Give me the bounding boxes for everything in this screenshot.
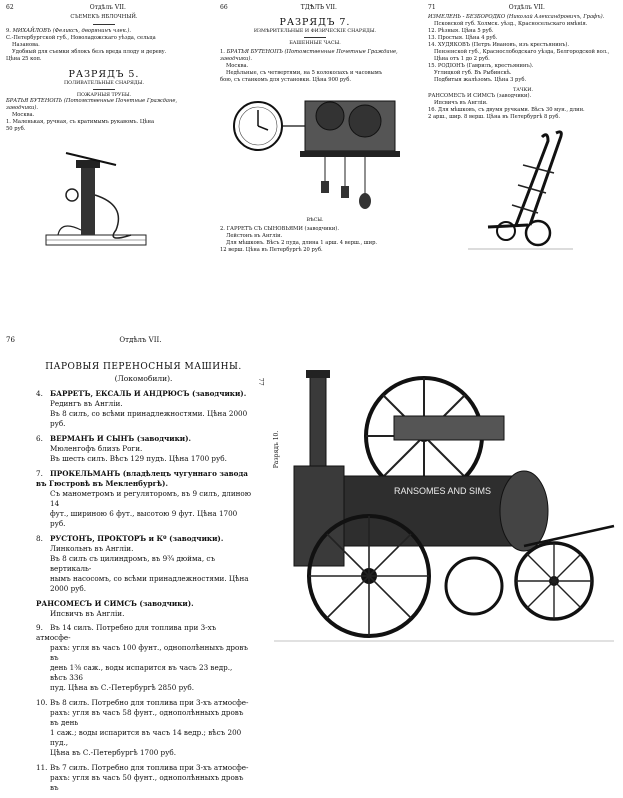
entry-line: пуд. Цѣна въ С.-Петербургѣ 2850 руб. [50, 683, 195, 692]
entry-line [36, 623, 251, 643]
item-line: Удобный для съемки яблокъ безъ вреда плоду и дереву. [12, 49, 167, 55]
item-number: 9. [36, 623, 43, 632]
entry-line: Мюленгофъ близъ Роги. [50, 444, 143, 453]
item-line: Углицкой губ. Въ Рыбинскѣ. [434, 70, 512, 76]
item-line: Подбитыя жалѣзомъ. Цѣна 3 руб. [434, 77, 527, 83]
entry-heading [36, 389, 251, 399]
exhibitor-name: БРАТЬЯ БУТЕНОПЪ (Потомственные Почетные Граждане, заводчики). [6, 98, 178, 111]
running-head: ТДѢЛЪ VII. [300, 4, 337, 11]
page-76 [6, 336, 617, 792]
item-line: Псковской губ. Холмск. уѣзд., Красносельскаго имѣнія. [434, 21, 588, 27]
item-number: 7. [36, 469, 43, 478]
entry-line: нымъ насосомъ, со всѣми принадлежностями. Цѣна 2000 руб. [50, 574, 249, 593]
entry-line: Съ манометромъ и регуляторомъ, въ 9 силъ, длиною 14 [50, 489, 251, 508]
item-number: 2. [220, 226, 225, 232]
entry-line: Цѣна въ С.-Петербургѣ 1700 руб. [50, 748, 176, 757]
entry-text: Въ 14 силъ. Потребно для топлива при 3-хъ атмосфе- [36, 623, 217, 642]
entry-line: день 1⅜ саж., воды испарится въ часъ 23 ведр., вѣсъ 336 [50, 663, 233, 682]
item-number: 6. [36, 434, 43, 443]
catalog-entry [36, 534, 251, 594]
item-line: Назанова. [12, 42, 40, 48]
item-line: 12. Рѣзныя. Цѣна 5 руб. [428, 28, 494, 34]
item-line: Цѣна отъ 1 до 2 руб. [434, 56, 490, 62]
hand-truck-illustration [468, 125, 578, 255]
item-number: 11. [36, 763, 48, 772]
sub-entries-list [36, 623, 251, 793]
exhibitor-name: РАНСОМЕСЪ И СИМСЪ (заводчики). [36, 599, 194, 608]
section-heading: СЪЕМЕКЪ ЯБЛОЧНЫЙ. [70, 14, 138, 20]
entry-line: Въ шесть силъ. Вѣсъ 129 пудъ. Цѣна 1700 руб. [50, 454, 227, 463]
exhibitor-name: РАНСОМЕСЪ И СИМСЪ (заводчики). [428, 93, 532, 99]
entry-line: фут., шириною 6 фут., высотою 9 фут. Цѣна 1700 руб. [50, 509, 238, 528]
engine-nameplate: RANSOMES AND SIMS [394, 486, 492, 496]
entry-line [36, 698, 251, 708]
item-line: Для мѣшковъ, съ двумя ручками. Вѣсъ 30 мун., длин. [437, 107, 585, 113]
item-number: 1. [220, 49, 225, 55]
razryad-heading: РАЗРЯДЪ 5. [68, 69, 140, 80]
item-line: 12 верш. Цѣна въ Петербургѣ 20 руб. [220, 247, 323, 253]
catalog-entry [36, 389, 251, 429]
section-heading: ПОЖАРНЫЯ ТРУБЫ. [76, 93, 132, 98]
item-price: Цѣна 25 коп. [6, 56, 42, 62]
catalog-entry [36, 434, 251, 464]
entry-line [36, 763, 251, 773]
item-number: 9. [6, 28, 11, 34]
entry-line: рахъ: угля въ часъ 50 фунт., однополѣнныхъ дровъ въ [50, 773, 244, 792]
exhibitor-name: БАРРЕТЪ, ЕКСАЛЬ И АНДРЮСЪ (заводчики). [50, 389, 247, 398]
item-line: 13. Простыя. Цѣна 4 руб. [428, 35, 498, 41]
fire-pump-illustration [36, 135, 156, 255]
item-number: 1. [6, 119, 11, 125]
item-line: Пензенской губ., Краснослободскаго уѣзда, Белгородской вол., [434, 49, 610, 55]
divider [93, 24, 115, 25]
item-line: 14. ХУДЯКОВЪ (Петръ Ивановъ, изъ крестьянинъ). [428, 42, 570, 48]
page-header [6, 4, 202, 11]
side-caption: Разрядъ 10. [273, 430, 281, 469]
entry-heading [36, 434, 251, 444]
catalog-entry [36, 623, 251, 693]
page-number: 76 [6, 336, 15, 344]
razryad-subheading: ИЗМѢРИТЕЛЬНЫЕ И ФИЗИЧЕСКІЕ СНАРЯДЫ. [253, 29, 377, 34]
entry-heading [36, 469, 251, 489]
entries-list [36, 389, 251, 594]
page-66 [220, 4, 410, 304]
item-number: 4. [36, 389, 43, 398]
entry-line: Въ 8 силъ съ цилиндромъ, въ 9¾ дюйма, съ вертикаль- [50, 554, 216, 573]
item-line: 15. РОДІОНЪ (Гаврилъ, крестьянинъ). [428, 63, 534, 69]
page-number: 66 [220, 4, 228, 11]
exhibitor-city: Москва. [12, 112, 35, 118]
section-heading: ПАРОВЫЯ ПЕРЕНОСНЫЯ МАШИНЫ. [45, 362, 242, 372]
exhibitor-name: ГАРРЕТЪ СЪ СЫНОВЬЯМИ (заводчики). [226, 226, 339, 232]
section-heading: ВѢСЫ. [306, 218, 324, 223]
entry-line: 1 саж.; воды испарится въ часъ 14 ведр.; вѣсъ 200 пуд., [50, 728, 242, 747]
running-head: Отдѣлъ VII. [119, 336, 162, 344]
locomobile-engine-illustration [274, 356, 614, 646]
section-heading: ТАЧКИ. [513, 88, 533, 93]
catalog-entry [36, 469, 251, 529]
razryad-subheading: ПОЛИВАТЕЛЬНЫЕ СНАРЯДЫ. [63, 81, 145, 86]
section-heading: БАШЕННЫЕ ЧАСЫ. [289, 41, 341, 46]
item-line: Для мѣшковъ. Вѣсъ 2 пуда, длина 1 арш. 4 верш., шир. [226, 240, 378, 246]
section-subheading: (Локомобили). [114, 374, 173, 383]
exhibitor-city: Ипсвичъ въ Англіи. [434, 100, 488, 106]
item-number: 10. [36, 698, 48, 707]
exhibitor-city: Москва. [226, 63, 249, 69]
exhibitor-city: Ипсвичъ въ Англіи. [50, 609, 125, 618]
razryad-heading: РАЗРЯДЪ 7. [279, 17, 351, 28]
catalog-entry [36, 698, 251, 758]
running-head: Отдѣлъ VII. [508, 4, 545, 11]
page-number: 62 [6, 4, 14, 11]
entry-line: Редингъ въ Англіи. [50, 399, 123, 408]
item-line: Недѣльные, съ четвертями, на 5 колоколахъ и часовымъ [226, 70, 383, 76]
page-number: 71 [428, 4, 436, 11]
item-line: С.-Петербургской губ., Новоладожскаго уѣзда, сельца [6, 35, 156, 41]
exhibitor-name: ВЕРМАНЪ И СЫНЪ (заводчики). [50, 434, 191, 443]
item-number: 16. [428, 107, 437, 113]
page-71 [428, 4, 618, 304]
exhibitor-city: Лейстонъ въ Англіи. [226, 233, 283, 239]
entry-heading [36, 534, 251, 544]
exhibitor-name: ИЗМЕЛЕНЬ - БЕЗБОРОДКО (Николай Александровичъ, Графъ). [428, 14, 605, 20]
divider [93, 89, 115, 90]
exhibitor-name: ПРОКЕЛЬМАНЪ (владѣлецъ чугуннаго завода въ Гюстровѣ въ Мекленбургѣ). [36, 469, 248, 488]
page-header [428, 4, 618, 11]
item-line: 2 арш., шир. 8 верш. Цѣна въ Петербургѣ 8 руб. [428, 114, 561, 120]
item-number: 8. [36, 534, 43, 543]
entry-line: рахъ: угля въ часъ 100 фунт., однополѣнныхъ дровъ въ [50, 643, 248, 662]
page-header [220, 4, 410, 11]
divider [304, 37, 326, 38]
running-head: Отдѣлъ VII. [89, 4, 126, 11]
exhibitor-name: БРАТЬЯ БУТЕНОПЪ (Потомственные Почетные Граждане, заводчики). [220, 49, 398, 62]
catalog-entry [36, 763, 251, 793]
page-header [6, 336, 266, 344]
text-column [36, 354, 251, 798]
entry-line: Линкольнъ въ Англіи. [50, 544, 134, 553]
entry-text: Въ 7 силъ. Потребно для топлива при 3-хъ атмосфе- [50, 763, 249, 772]
item-price: 50 руб. [6, 126, 26, 132]
side-page-number: 77 [257, 378, 264, 386]
item-line: Маленькая, ручная, съ кратимымъ рукавомъ. Цѣна [12, 119, 155, 125]
exhibitor-name: МИХАЙЛОВЪ (Феликсъ, дворянинъ члек.). [12, 28, 132, 34]
item-line: бою, съ станкомъ для установки. Цѣна 900 руб. [220, 77, 351, 83]
page-62 [6, 4, 202, 304]
tower-clock-illustration [230, 86, 400, 216]
entry-text: Въ 8 силъ. Потребно для топлива при 3-хъ атмосфе- [50, 698, 249, 707]
entry-line: Въ 8 силъ, со всѣми принадлежностями. Цѣна 2000 руб. [50, 409, 248, 428]
entry-line: рахъ: угля въ часъ 58 фунт., однополѣнныхъ дровъ въ день [50, 708, 244, 727]
exhibitor-name: РУСТОНЪ, ПРОКТОРЪ и Кº (заводчики). [50, 534, 224, 543]
